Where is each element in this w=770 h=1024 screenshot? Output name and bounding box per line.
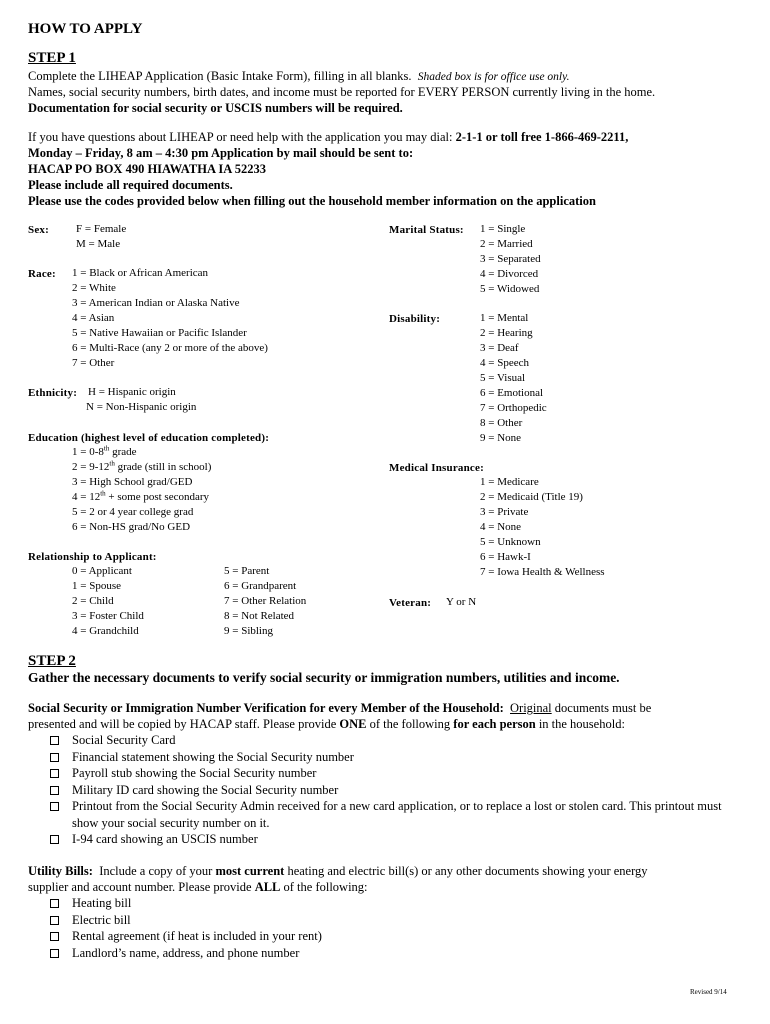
education-codes [72, 445, 211, 535]
utility-bills-line1: Utility Bills: Include a copy of your most current heating and electric bill(s) or any other documents showing your energy [28, 864, 648, 878]
ethnicity-code-h: H = Hispanic origin [88, 386, 176, 398]
marital-code: 5 = Widowed [480, 283, 540, 295]
disability-code: 2 = Hearing [480, 327, 533, 339]
disability-code: 4 = Speech [480, 357, 529, 369]
education-code: 5 = 2 or 4 year college grad [72, 506, 194, 518]
disability-code: 8 = Other [480, 417, 523, 429]
ss-verification-line2: presented and will be copied by HACAP staff. Please provide ONE of the following for each person in the household: [28, 717, 625, 731]
relationship-code: 9 = Sibling [224, 625, 273, 637]
ss-verification-heading: Social Security or Immigration Number Verification for every Member of the Household: [28, 701, 504, 715]
medical-code: 3 = Private [480, 506, 529, 518]
relationship-codes-col2 [224, 564, 306, 639]
medical-insurance-codes [480, 475, 605, 580]
disability-code: 3 = Deaf [480, 342, 519, 354]
relationship-code: 8 = Not Related [224, 610, 295, 622]
original-emphasis: Original [510, 701, 552, 715]
ss-verification-line1 [28, 700, 748, 716]
ss-document-item: Military ID card showing the Social Security number [28, 782, 748, 799]
ss-documents-list [28, 732, 748, 848]
ss-document-item: Payroll stub showing the Social Security number [28, 765, 748, 782]
step1-line1-main: Complete the LIHEAP Application (Basic Intake Form), filling in all blanks. [28, 69, 412, 83]
relationship-code: 1 = Spouse [72, 580, 121, 592]
medical-code: 2 = Medicaid (Title 19) [480, 491, 583, 503]
phone-numbers: 2-1-1 or toll free 1-866-469-2211, [455, 130, 629, 144]
disability-codes [480, 311, 547, 446]
checkbox-icon [50, 802, 59, 811]
utility-documents-list [28, 895, 748, 961]
questions-text: If you have questions about LIHEAP or need help with the application you may dial: [28, 130, 453, 144]
office-use-note: Shaded box is for office use only. [417, 71, 570, 83]
sex-code: F = Female [76, 223, 127, 235]
marital-code: 1 = Single [480, 223, 526, 235]
race-codes [72, 266, 268, 371]
relationship-code: 7 = Other Relation [224, 595, 307, 607]
medical-code: 1 = Medicare [480, 476, 539, 488]
hours-line: Monday – Friday, 8 am – 4:30 pm Application by mail should be sent to: [28, 146, 414, 160]
race-code: 4 = Asian [72, 312, 115, 324]
race-code: 1 = Black or African American [72, 267, 209, 279]
step1-line2: Names, social security numbers, birth dates, and income must be reported for EVERY PERSON currently living in the home. [28, 85, 656, 99]
medical-code: 5 = Unknown [480, 536, 541, 548]
ss-verification-rest: documents must be [554, 701, 652, 715]
checkbox-icon [50, 835, 59, 844]
education-code: 2 = 9-12th grade (still in school) [72, 459, 212, 473]
race-code: 6 = Multi-Race (any 2 or more of the above) [72, 342, 268, 354]
step1-line1 [28, 68, 569, 85]
sex-code: M = Male [76, 238, 121, 250]
utility-bills-heading: Utility Bills: [28, 864, 93, 878]
ss-document-item: Social Security Card [28, 732, 748, 749]
disability-code: 9 = None [480, 432, 522, 444]
marital-code: 4 = Divorced [480, 268, 539, 280]
disability-code: 6 = Emotional [480, 387, 544, 399]
revision-note: Revised 9/14 [690, 988, 727, 996]
page-title: HOW TO APPLY [28, 21, 143, 37]
race-code: 7 = Other [72, 357, 115, 369]
relationship-code: 0 = Applicant [72, 565, 132, 577]
checkbox-icon [50, 899, 59, 908]
sex-label: Sex: [28, 224, 49, 236]
checkbox-icon [50, 769, 59, 778]
disability-code: 7 = Orthopedic [480, 402, 547, 414]
checkbox-icon [50, 753, 59, 762]
race-label: Race: [28, 268, 56, 280]
disability-code: 5 = Visual [480, 372, 526, 384]
race-code: 2 = White [72, 282, 116, 294]
checkbox-icon [50, 949, 59, 958]
medical-code: 6 = Hawk-I [480, 551, 531, 563]
relationship-code: 6 = Grandparent [224, 580, 297, 592]
disability-label: Disability: [389, 313, 441, 325]
marital-codes [480, 222, 541, 297]
relationship-code: 4 = Grandchild [72, 625, 139, 637]
step1-heading: STEP 1 [28, 50, 76, 66]
checkbox-icon [50, 736, 59, 745]
step2-heading: STEP 2 [28, 653, 76, 669]
marital-label: Marital Status: [389, 224, 464, 236]
checkbox-icon [50, 932, 59, 941]
utility-bills-line2: supplier and account number. Please provide ALL of the following: [28, 880, 368, 894]
marital-code: 3 = Separated [480, 253, 541, 265]
medical-code: 7 = Iowa Health & Wellness [480, 566, 605, 578]
questions-line [28, 129, 628, 145]
medical-insurance-label: Medical Insurance: [389, 462, 484, 474]
relationship-code: 3 = Foster Child [72, 610, 144, 622]
education-label: Education (highest level of education completed): [28, 432, 270, 444]
marital-code: 2 = Married [480, 238, 533, 250]
include-docs-line: Please include all required documents. [28, 178, 233, 192]
education-code: 3 = High School grad/GED [72, 476, 193, 488]
race-code: 5 = Native Hawaiian or Pacific Islander [72, 327, 247, 339]
race-code: 3 = American Indian or Alaska Native [72, 297, 240, 309]
step2-subheading: Gather the necessary documents to verify social security or immigration numbers, utilities and income. [28, 670, 620, 685]
ethnicity-code-n: N = Non-Hispanic origin [86, 401, 197, 413]
education-code: 1 = 0-8th grade [72, 444, 137, 458]
ethnicity-label: Ethnicity: [28, 387, 78, 399]
disability-code: 1 = Mental [480, 312, 529, 324]
checkbox-icon [50, 916, 59, 925]
utility-document-item: Rental agreement (if heat is included in your rent) [28, 928, 748, 945]
step1-line3: Documentation for social security or USCIS numbers will be required. [28, 101, 403, 115]
veteran-label: Veteran: [389, 597, 432, 609]
ss-document-item: Printout from the Social Security Admin received for a new card application, or to replace a lost or stolen card. This printout must show your social security number on it. [28, 798, 748, 831]
relationship-code: 2 = Child [72, 595, 114, 607]
relationship-codes-col1 [72, 564, 144, 639]
education-code: 4 = 12th + some post secondary [72, 489, 210, 503]
relationship-label: Relationship to Applicant: [28, 551, 157, 563]
ss-document-item: I-94 card showing an USCIS number [28, 831, 748, 848]
mailing-address: HACAP PO BOX 490 HIAWATHA IA 52233 [28, 162, 266, 176]
utility-document-item: Landlord’s name, address, and phone number [28, 945, 748, 962]
sex-codes [76, 222, 126, 252]
codes-instruction: Please use the codes provided below when filling out the household member information on the application [28, 194, 596, 208]
education-code: 6 = Non-HS grad/No GED [72, 521, 191, 533]
checkbox-icon [50, 786, 59, 795]
ss-document-item: Financial statement showing the Social Security number [28, 749, 748, 766]
utility-document-item: Heating bill [28, 895, 748, 912]
medical-code: 4 = None [480, 521, 522, 533]
veteran-code: Y or N [446, 596, 477, 608]
relationship-code: 5 = Parent [224, 565, 270, 577]
utility-document-item: Electric bill [28, 912, 748, 929]
